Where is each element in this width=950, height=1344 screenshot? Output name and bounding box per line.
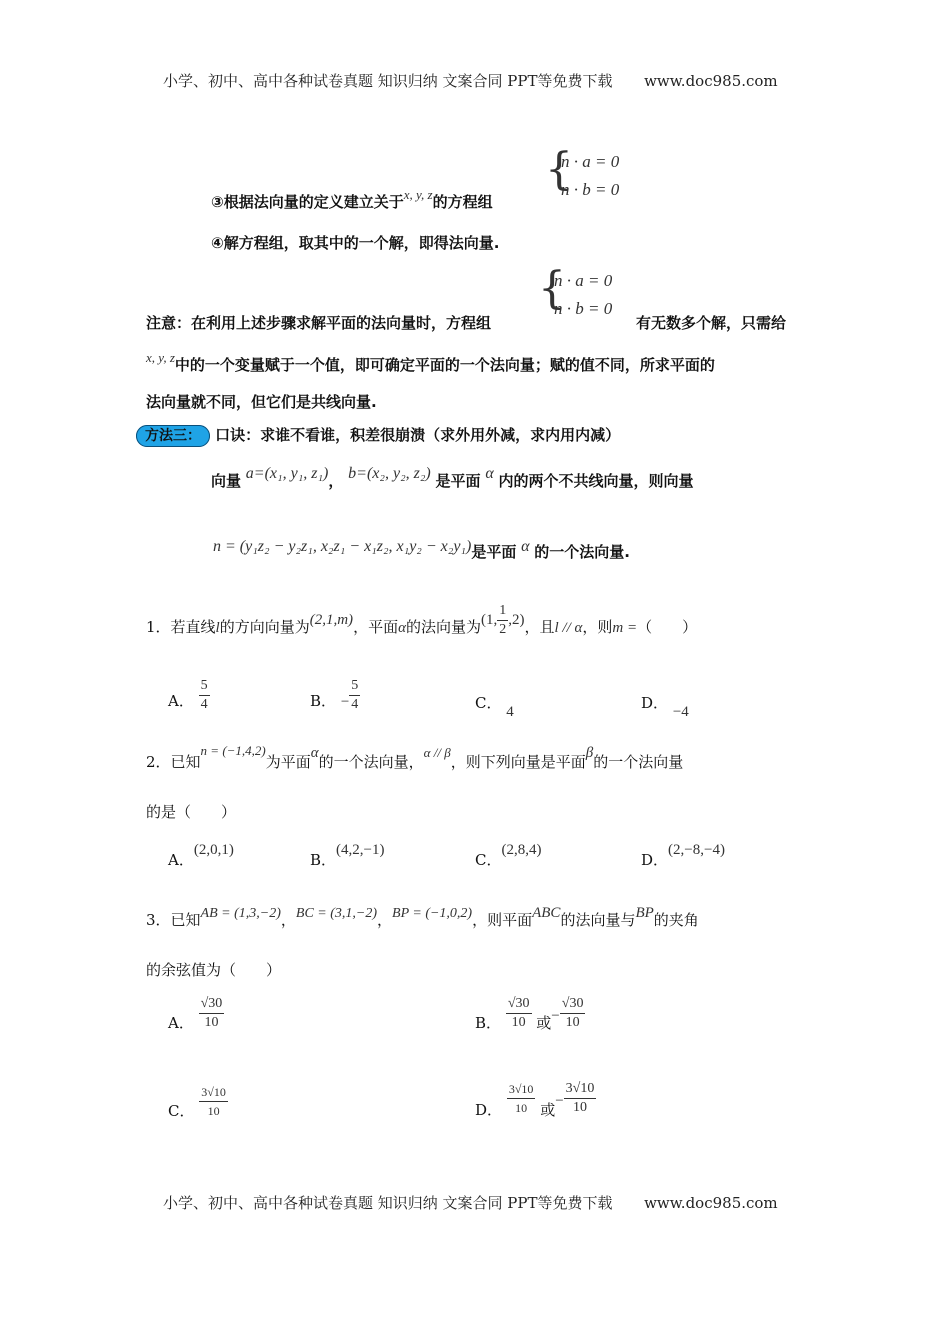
footer-text: 小学、初中、高中各种试卷真题 知识归纳 文案合同 PPT等免费下载 (163, 1194, 613, 1212)
q1-normal-open: (1, (480, 611, 498, 628)
option-num: 3√10 (564, 1080, 597, 1099)
q3-bp: BP (635, 905, 654, 921)
note-line-3: 法向量就不同，但它们是共线向量. (146, 393, 377, 411)
formula-end: 的一个法向量. (534, 543, 630, 561)
option-value: (4,2,−1) (336, 842, 385, 858)
note-line-2-text: 中的一个变量赋于一个值，即可确定平面的一个法向量；赋的值不同，所求平面的 (174, 356, 715, 374)
option-label: B． (310, 691, 337, 710)
q2-text-1: 2．已知 (146, 753, 201, 771)
note-prefix: 注意：在利用上述步骤求解平面的法向量时，方程组 (146, 314, 492, 332)
option-value: (2,−8,−4) (668, 842, 725, 858)
option-num: √30 (506, 995, 532, 1014)
equation-line-2: n · b = 0 (554, 299, 613, 318)
q1-text-2: 的方向向量为 (219, 617, 310, 636)
q2-text-4: ，则下列向量是平面 (450, 753, 586, 771)
q1-text-1: 1．若直线 (146, 617, 216, 636)
q1-text-5: ，且 (524, 617, 555, 636)
option-sign: − (340, 693, 350, 710)
q3-option-d[interactable] (475, 1080, 596, 1117)
option-num: 3√10 (507, 1080, 536, 1099)
q1-option-a[interactable] (168, 677, 210, 714)
option-label: A． (168, 1013, 194, 1032)
equation-line-1: n · a = 0 (561, 152, 620, 171)
step-3-suffix: 的方程组 (432, 193, 493, 211)
page-header (163, 70, 778, 91)
option-den: 4 (200, 697, 208, 712)
q1-blank: （ ） (637, 617, 698, 636)
q3-text-2: ，则平面 (472, 911, 533, 929)
method-3 (136, 424, 620, 445)
alpha-symbol: α (521, 538, 530, 555)
q1-option-d[interactable] (641, 692, 689, 720)
q2-option-b[interactable] (310, 838, 385, 869)
header-text: 小学、初中、高中各种试卷真题 知识归纳 文案合同 PPT等免费下载 (163, 72, 613, 90)
vector-line-end: 内的两个不共线向量，则向量 (498, 472, 694, 490)
q1-option-b[interactable] (310, 677, 360, 714)
q2-option-c[interactable] (475, 838, 542, 869)
option-label: C． (168, 1101, 195, 1120)
q1-frac-den: 2 (499, 622, 507, 637)
option-den: 10 (207, 1104, 220, 1118)
option-num: 3√10 (199, 1083, 228, 1102)
q3-text-1: 3．已知 (146, 911, 201, 929)
left-brace: { (538, 263, 566, 314)
equation-line-2: n · b = 0 (561, 180, 620, 199)
step-4: ④解方程组，取其中的一个解，即得法向量. (211, 234, 500, 252)
footer-url[interactable]: www.doc985.com (644, 1194, 778, 1212)
q3-option-b[interactable] (475, 995, 585, 1032)
q3-option-a[interactable] (168, 995, 224, 1032)
vector-a: a=(x₁, y₁, z₁) (245, 465, 329, 482)
method-3-text: 口诀：求谁不看谁，积差很崩溃（求外用外减，求内用内减） (215, 426, 621, 444)
q1-normal-close: ,2) (508, 611, 525, 628)
vector-b: b=(x₂, y₂, z₂) (348, 465, 431, 482)
option-den: 10 (565, 1015, 580, 1030)
option-sign: − (551, 1007, 560, 1024)
option-or: 或 (540, 1100, 556, 1119)
q3-plane-abc: ABC (532, 905, 561, 921)
option-sign: − (555, 1092, 564, 1109)
q1-text-6: ，则 (582, 617, 613, 636)
alpha-symbol: α (485, 465, 494, 482)
option-den: 10 (204, 1015, 219, 1030)
page-footer (163, 1192, 778, 1213)
vector-word: 向量 (211, 472, 242, 490)
q1-normal-vector (480, 603, 525, 637)
option-label: B． (310, 851, 337, 869)
q3-text-4: 的夹角 (653, 911, 699, 929)
q2-text-5: 的一个法向量 (593, 753, 684, 771)
comma: ， (377, 911, 393, 929)
option-label: D． (641, 694, 669, 712)
option-den: 10 (515, 1101, 528, 1115)
option-num: √30 (560, 995, 586, 1014)
question-3-line-2: 的余弦值为（ ） (146, 961, 282, 979)
plane-word: 是平面 (435, 472, 481, 490)
q1-option-c[interactable] (475, 692, 514, 720)
option-den: 10 (573, 1100, 588, 1115)
q2-option-a[interactable] (168, 838, 234, 869)
option-or: 或 (536, 1013, 552, 1032)
option-label: A． (168, 851, 194, 869)
normal-formula-line (213, 538, 630, 562)
q1-parallel: l // α (554, 619, 583, 636)
q1-frac-num: 1 (497, 602, 508, 621)
left-brace: { (545, 144, 573, 195)
equation-line-1: n · a = 0 (554, 271, 613, 290)
q1-text-4: 的法向量为 (405, 617, 481, 636)
q3-text-3: 的法向量与 (560, 911, 636, 929)
q1-direction-vector: (2,1,m) (309, 611, 354, 628)
q1-l: l (215, 619, 220, 636)
note-suffix: 有无数多个解，只需给 (636, 314, 787, 332)
vector-definition-line (211, 465, 694, 491)
q2-normal-vector: n = (−1,4,2) (200, 743, 266, 758)
formula-plane-word: 是平面 (471, 543, 517, 561)
q2-beta: β (585, 745, 594, 761)
option-num: 5 (199, 677, 210, 696)
method-3-badge: 方法三： (136, 425, 210, 447)
option-label: C． (475, 694, 502, 712)
option-value: (2,8,4) (501, 842, 542, 858)
question-2 (146, 743, 684, 772)
step-3-vars: x, y, z (403, 187, 433, 202)
q2-alpha: α (310, 745, 319, 761)
option-label: D． (641, 851, 669, 869)
option-label: D． (475, 1100, 503, 1119)
option-value: 4 (506, 704, 514, 720)
q3-vector-ab: AB = (1,3,−2) (200, 906, 281, 921)
q3-vector-bp: BP = (−1,0,2) (392, 906, 473, 921)
q2-text-3: 的一个法向量， (318, 753, 424, 771)
question-2-line-2: 的是（ ） (146, 803, 237, 821)
q1-text-3: ，平面 (353, 617, 399, 636)
q1-m: m = (612, 619, 638, 636)
q2-option-d[interactable] (641, 838, 725, 869)
header-url[interactable]: www.doc985.com (644, 72, 778, 90)
question-1 (146, 603, 698, 647)
option-label: C． (475, 851, 502, 869)
q2-text-2: 为平面 (265, 753, 311, 771)
option-label: B． (475, 1013, 502, 1032)
q1-alpha: α (398, 619, 406, 636)
note-vars: x, y, z (146, 350, 175, 365)
q2-parallel: α // β (423, 745, 451, 760)
step-3-prefix: ③根据法向量的定义建立关于 (211, 193, 404, 211)
normal-formula: n = (y₁z₂ − y₂z₁, x₂z₁ − x₁z₂, x₁y₂ − x₂y₁) (213, 538, 472, 555)
comma: ， (328, 472, 344, 490)
option-label: A． (168, 691, 194, 710)
comma: ， (280, 911, 296, 929)
q3-vector-bc: BC = (3,1,−2) (295, 906, 377, 921)
option-value: −4 (672, 704, 689, 720)
note-line-2 (146, 350, 715, 375)
step-3 (211, 187, 493, 212)
option-num: 5 (349, 677, 360, 696)
option-den: 10 (511, 1015, 526, 1030)
option-den: 4 (351, 697, 359, 712)
q3-option-c[interactable] (168, 1083, 228, 1120)
question-3 (146, 905, 699, 930)
option-value: (2,0,1) (193, 842, 234, 858)
option-num: √30 (199, 995, 225, 1014)
